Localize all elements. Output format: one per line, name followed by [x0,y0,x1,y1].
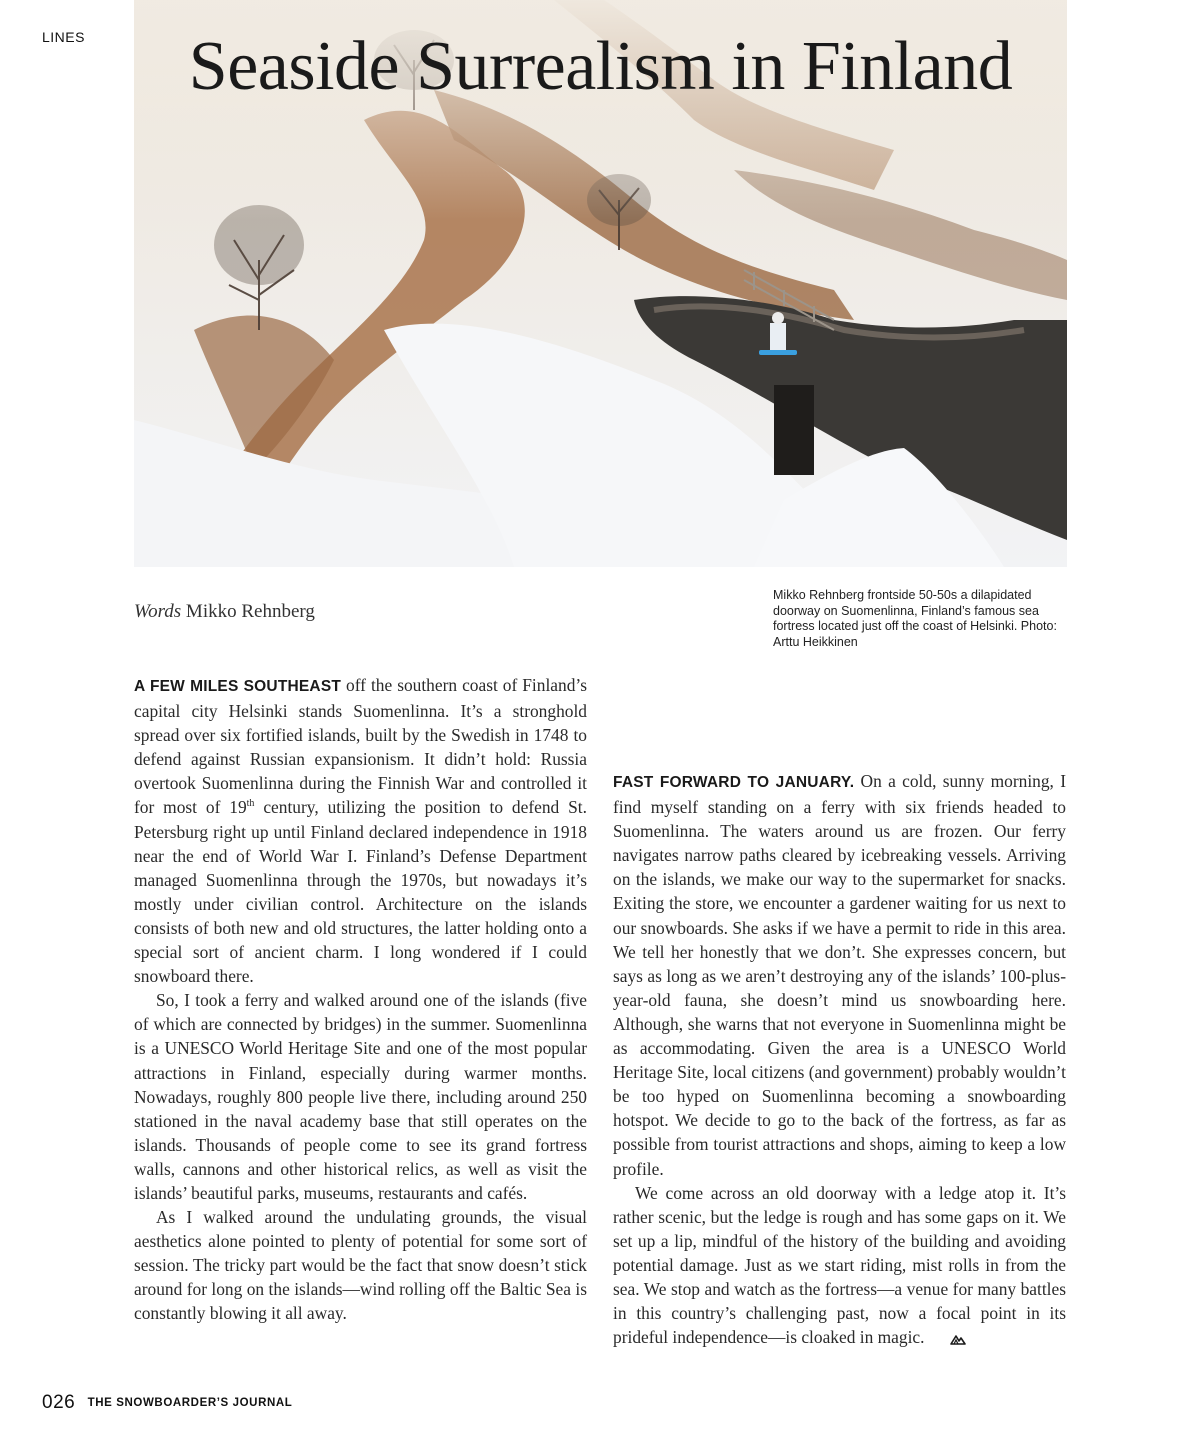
article-column-right [613,769,1066,1351]
paragraph: As I walked around the undulating grounds, the visual aesthetics alone pointed to plenty of potential for some sort of session. The tricky part would be the fact that snow doesn’t stick around for long on the islands—wind rolling off the Baltic Sea is constantly blowing it all away. [134,1207,587,1324]
article-column-left [134,673,587,1326]
publication-name: THE SNOWBOARDER’S JOURNAL [87,1397,293,1409]
section-tag: LINES [42,29,85,45]
page-footer [42,1392,292,1414]
paragraph-text: On a cold, sunny morning, I find myself standing on a ferry with six friends headed to Suomenlinna. The waters around us are frozen. Our ferry navigates narrow paths cleared by icebreaking vessels. Arriving on the islands, we make our way to the supermarket for snacks. Exiting the store, we encounter a gardener waiting for us next to our snowboards. She asks if we have a permit to ride in this area. We tell her honestly that we don’t. She expresses concern, but says as long as we aren’t destroying any of the islands’ 100-plus-year-old fauna, she doesn’t mind us snowboarding here. Although, she warns that not everyone in Suomenlinna might be as accommodating. Given the area is a UNESCO World Heritage Site, local citizens (and government) probably wouldn’t be too hyped on Suomenlinna becoming a snowboarding hotspot. We decide to go to the back of the fortress, as far as possible from tourist attractions and shops, aiming to keep a low profile. [613,771,1066,1179]
hero-photo [134,0,1067,567]
lead-in: A FEW MILES SOUTHEAST [134,678,342,695]
superscript: th [246,798,255,810]
page-number: 026 [42,1392,76,1413]
mountain-logo-icon [928,1327,966,1351]
byline-author: Mikko Rehnberg [185,601,315,622]
lead-in: FAST FORWARD TO JANUARY. [613,774,855,791]
paragraph [613,769,1066,1181]
photo-caption: Mikko Rehnberg frontside 50-50s a dilapidated doorway on Suomenlinna, Finland’s famous sea fortress located just off the coast of Helsinki. Photo: Arttu Heikkinen [773,588,1057,649]
byline [134,601,315,623]
paragraph [134,673,587,988]
paragraph-text: We come across an old doorway with a ledge atop it. It’s rather scenic, but the ledge is rough and has some gaps on it. We set up a lip, mindful of the history of the building and avoiding potential damage. Just as we start riding, mist rolls in from the sea. We stop and watch as the fortress—a venue for many battles in this country’s challenging past, now a focal point in its prideful independence—is cloaked in magic. [613,1182,1066,1348]
byline-label: Words [134,601,182,622]
paragraph [613,1181,1066,1352]
paragraph: So, I took a ferry and walked around one of the islands (five of which are connected by bridges) in the summer. Suomenlinna is a UNESCO World Heritage Site and one of the most popular attractions in Finland, especially during warmer months. Nowadays, roughly 800 people live there, including around 250 stationed in the naval academy base that still operates on the islands. Thousands of people come to see its grand fortress walls, cannons and other historical relics, as well as visit the islands’ beautiful parks, museums, restaurants and cafés. [134,990,587,1203]
paragraph-text: off the southern coast of Finland’s capital city Helsinki stands Suomenlinna. It’s a stronghold spread over six fortified islands, built by the Swedish in 1748 to defend against Russian expansionism. It didn’t hold: Russia overtook Suomenlinna during the Finnish War and controlled it for most of 19 [134,675,587,818]
article-title: Seaside Surrealism in Finland [188,28,1013,105]
paragraph-text: century, utilizing the position to defend St. Petersburg right up until Finland declared independence in 1918 near the end of World War I. Finland’s Defense Department managed Suomenlinna through the 1970s, but nowadays it’s mostly under civilian control. Architecture on the islands consists of both new and old structures, the latter holding onto a special sort of ancient charm. I long wondered if I could snowboard there. [134,797,587,987]
